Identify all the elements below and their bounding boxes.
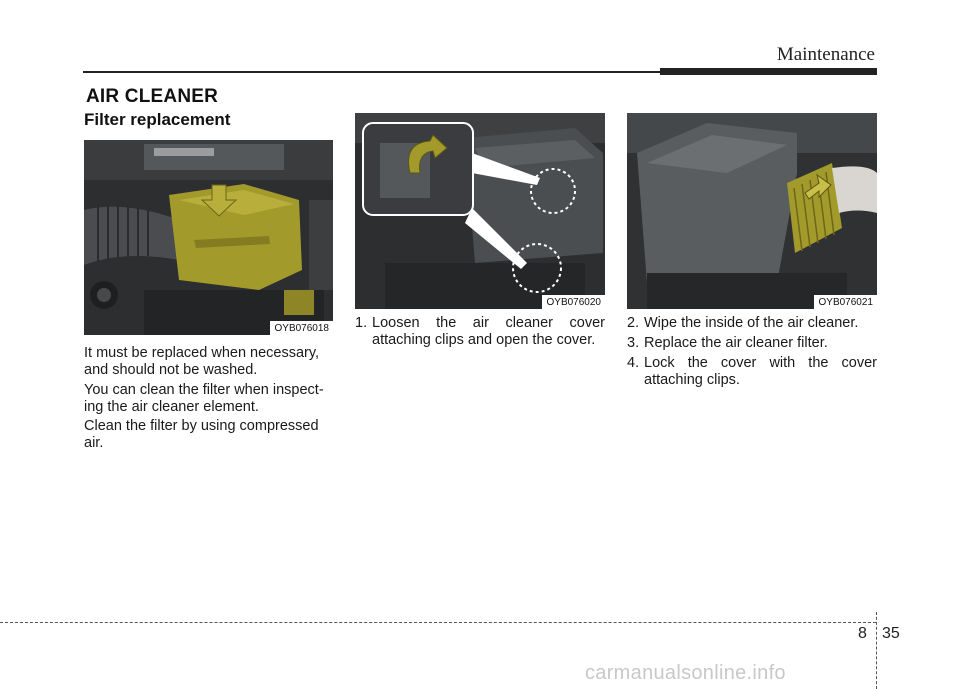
figure-1-photo (84, 140, 333, 335)
step-number: 4. (627, 355, 640, 371)
figure-2-photo (355, 113, 605, 309)
section-title: AIR CLEANER (86, 86, 219, 107)
footer-vertical-rule (876, 612, 877, 689)
engine-bay-image (84, 140, 333, 335)
figure-code-label: OYB076018 (270, 321, 334, 335)
step-number: 1. (355, 315, 368, 331)
step-text: Loosen the air cleaner cover attaching clips and open the cover. (372, 315, 605, 348)
figure-3-photo (627, 113, 877, 309)
figure-code-label: OYB076021 (814, 295, 878, 309)
step-text: Replace the air cleaner filter. (644, 335, 828, 351)
step-number: 3. (627, 335, 640, 351)
subheading: Filter replacement (84, 110, 231, 129)
step-number: 2. (627, 315, 640, 331)
page-number: 35 (882, 625, 900, 642)
step-text: Lock the cover with the cover attaching clips. (644, 355, 877, 388)
running-header-title: Maintenance (776, 44, 875, 65)
step-text: Wipe the inside of the air cleaner. (644, 315, 859, 331)
step-item (355, 315, 605, 349)
chapter-number: 8 (858, 625, 867, 642)
figure-code-label: OYB076020 (542, 295, 606, 309)
paragraph-clean-note: You can clean the filter when inspect-ing the air cleaner element. (84, 382, 324, 415)
step-item (627, 315, 879, 332)
step-item (627, 335, 879, 352)
clip-release-image (355, 113, 605, 309)
footer-dashed-rule (0, 622, 876, 623)
paragraph-compressed-air: Clean the filter by using compressed air. (84, 418, 319, 451)
header-rule-thin (83, 71, 660, 73)
header-rule-thick (660, 68, 877, 75)
paragraph-replace-note: It must be replaced when necessary, and should not be washed. (84, 345, 320, 378)
step-item (627, 355, 877, 389)
watermark: carmanualsonline.info (585, 662, 786, 684)
filter-replace-image (627, 113, 877, 309)
